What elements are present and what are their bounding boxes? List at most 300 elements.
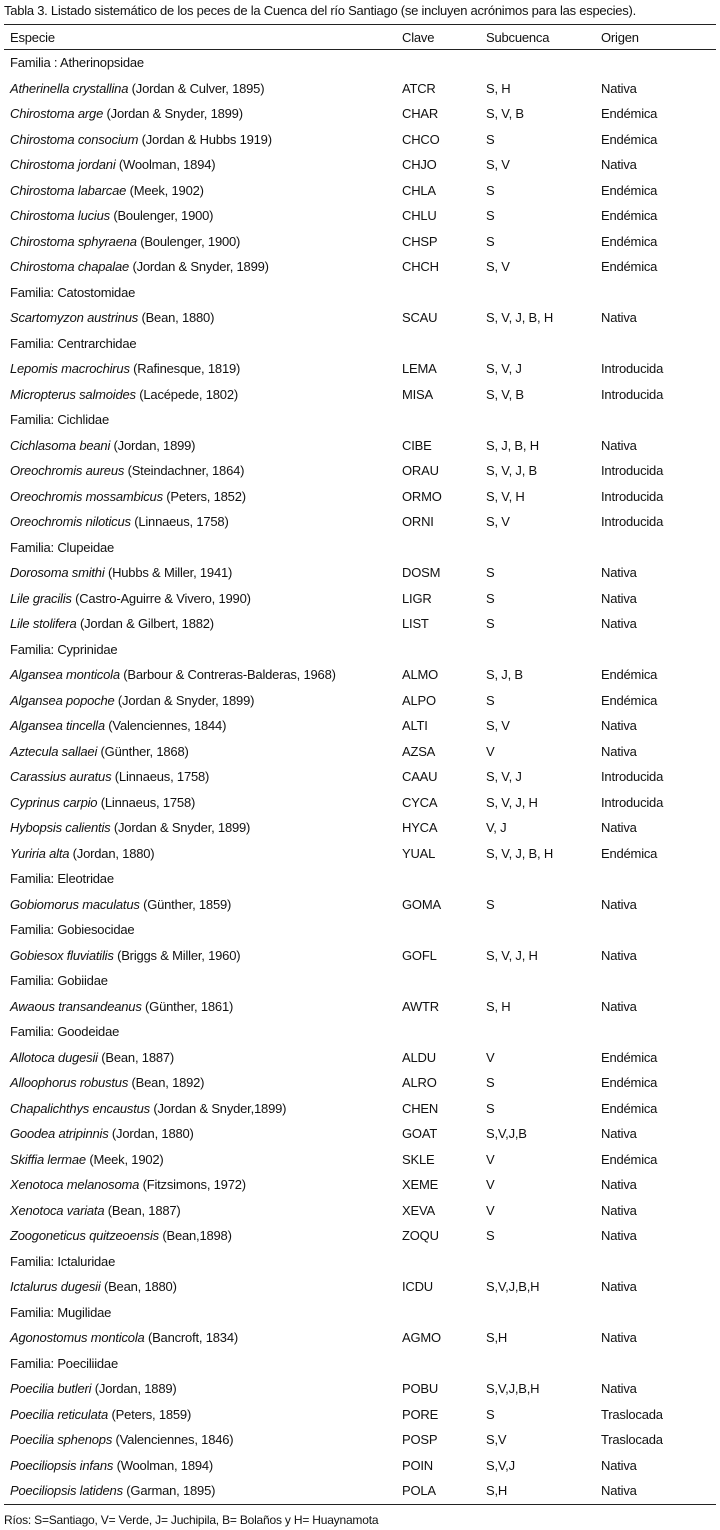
origen-cell: Nativa xyxy=(601,157,637,173)
origen-cell: Endémica xyxy=(601,1075,658,1091)
species-author: (Meek, 1902) xyxy=(85,1151,164,1167)
species-row xyxy=(4,1453,716,1479)
species-row xyxy=(4,305,716,331)
family-name: Familia: Cichlidae xyxy=(10,412,109,428)
species-row xyxy=(4,994,716,1020)
species-cell xyxy=(4,820,402,835)
origen-cell: Nativa xyxy=(601,1330,637,1346)
species-row xyxy=(4,76,716,102)
clave-cell: DOSM xyxy=(402,565,441,581)
subcuenca-cell: S,H xyxy=(486,1330,508,1346)
subcuenca-cell: S, V xyxy=(486,718,510,734)
origen-cell: Nativa xyxy=(601,1483,637,1499)
species-cell xyxy=(4,1458,402,1473)
species-cell xyxy=(4,795,402,810)
species-table xyxy=(4,24,716,1505)
species-cell xyxy=(4,106,402,121)
species-author: (Bean,1898) xyxy=(158,1228,232,1244)
species-row xyxy=(4,1070,716,1096)
subcuenca-cell: S, V, B xyxy=(486,386,524,402)
subcuenca-cell: S xyxy=(486,233,495,249)
species-row xyxy=(4,713,716,739)
subcuenca-cell: S,V,J,B,H xyxy=(486,1381,540,1397)
species-row xyxy=(4,382,716,408)
species-name: Lile stolifera xyxy=(10,616,77,632)
family-row xyxy=(4,968,716,994)
species-row xyxy=(4,586,716,612)
species-name: Oreochromis niloticus xyxy=(10,514,131,530)
subcuenca-cell: V xyxy=(486,743,495,759)
family-row xyxy=(4,407,716,433)
subcuenca-cell: V xyxy=(486,1177,495,1193)
species-author: (Jordan & Gilbert, 1882) xyxy=(76,616,214,632)
subcuenca-cell: S, V, H xyxy=(486,488,525,504)
species-row xyxy=(4,356,716,382)
species-author: (Briggs & Miller, 1960) xyxy=(113,947,241,963)
species-author: (Jordan & Snyder, 1899) xyxy=(114,692,255,708)
species-name: Algansea monticola xyxy=(10,667,120,683)
subcuenca-cell: V, J xyxy=(486,820,507,836)
species-name: Poecilia sphenops xyxy=(10,1432,113,1448)
species-name: Dorosoma smithi xyxy=(10,565,105,581)
species-name: Awaous transandeanus xyxy=(10,998,142,1014)
origen-cell: Endémica xyxy=(601,1049,658,1065)
origen-cell: Nativa xyxy=(601,1126,637,1142)
species-cell xyxy=(4,183,402,198)
species-author: (Barbour & Contreras-Balderas, 1968) xyxy=(119,667,336,683)
species-cell xyxy=(4,489,402,504)
species-cell xyxy=(4,1177,402,1192)
family-row xyxy=(4,637,716,663)
species-cell xyxy=(4,769,402,784)
subcuenca-cell: S xyxy=(486,565,495,581)
species-author: (Linnaeus, 1758) xyxy=(111,769,210,785)
family-name: Familia: Eleotridae xyxy=(10,871,114,887)
family-name: Familia: Cyprinidae xyxy=(10,641,118,657)
header-subcuenca: Subcuenca xyxy=(486,29,550,45)
subcuenca-cell: S, V, J, B, H xyxy=(486,310,554,326)
subcuenca-cell: V xyxy=(486,1202,495,1218)
species-name: Poeciliopsis infans xyxy=(10,1457,114,1473)
clave-cell: ZOQU xyxy=(402,1228,439,1244)
family-name: Familia: Mugilidae xyxy=(10,1304,112,1320)
family-row xyxy=(4,1019,716,1045)
clave-cell: POIN xyxy=(402,1457,433,1473)
family-row xyxy=(4,1351,716,1377)
clave-cell: LEMA xyxy=(402,361,437,377)
species-author: (Jordan & Snyder,1899) xyxy=(149,1100,287,1116)
header-clave: Clave xyxy=(402,29,435,45)
species-row xyxy=(4,1147,716,1173)
subcuenca-cell: S, V, J xyxy=(486,769,522,785)
clave-cell: ALDU xyxy=(402,1049,436,1065)
species-row xyxy=(4,560,716,586)
species-cell xyxy=(4,438,402,453)
origen-cell: Introducida xyxy=(601,769,664,785)
species-row xyxy=(4,509,716,535)
family-name: Familia: Ictaluridae xyxy=(10,1253,116,1269)
species-author: (Bancroft, 1834) xyxy=(144,1330,238,1346)
species-row xyxy=(4,1045,716,1071)
species-author: (Valenciennes, 1844) xyxy=(104,718,227,734)
subcuenca-cell: S xyxy=(486,616,495,632)
species-author: (Bean, 1887) xyxy=(97,1049,175,1065)
origen-cell: Endémica xyxy=(601,259,658,275)
species-row xyxy=(4,254,716,280)
table-bottom-rule xyxy=(4,1504,716,1505)
species-row xyxy=(4,1096,716,1122)
family-row xyxy=(4,280,716,306)
clave-cell: POBU xyxy=(402,1381,439,1397)
clave-cell: YUAL xyxy=(402,845,436,861)
species-row xyxy=(4,764,716,790)
origen-cell: Introducida xyxy=(601,463,664,479)
subcuenca-cell: S, V xyxy=(486,157,510,173)
species-cell xyxy=(4,1381,402,1396)
species-cell xyxy=(4,1050,402,1065)
species-cell xyxy=(4,1101,402,1116)
species-cell xyxy=(4,693,402,708)
origen-cell: Nativa xyxy=(601,1279,637,1295)
species-row xyxy=(4,1427,716,1453)
subcuenca-cell: S, V, J, B, H xyxy=(486,845,554,861)
table-header-row xyxy=(4,25,716,49)
species-author: (Peters, 1852) xyxy=(162,488,246,504)
species-cell xyxy=(4,234,402,249)
species-author: (Lacépede, 1802) xyxy=(135,386,238,402)
species-name: Allotoca dugesii xyxy=(10,1049,98,1065)
species-author: (Jordan & Snyder, 1899) xyxy=(103,106,243,122)
species-cell xyxy=(4,999,402,1014)
species-cell xyxy=(4,1203,402,1218)
species-name: Scartomyzon austrinus xyxy=(10,310,139,326)
origen-cell: Nativa xyxy=(601,1457,637,1473)
species-cell xyxy=(4,846,402,861)
origen-cell: Traslocada xyxy=(601,1406,663,1422)
species-author: (Peters, 1859) xyxy=(108,1406,192,1422)
origen-cell: Nativa xyxy=(601,743,637,759)
subcuenca-cell: S,V,J,B,H xyxy=(486,1279,540,1295)
clave-cell: AGMO xyxy=(402,1330,441,1346)
origen-cell: Endémica xyxy=(601,845,658,861)
subcuenca-cell: S xyxy=(486,208,495,224)
family-row xyxy=(4,866,716,892)
species-name: Poeciliopsis latidens xyxy=(10,1483,123,1499)
species-name: Cichlasoma beani xyxy=(10,437,111,453)
species-row xyxy=(4,1376,716,1402)
clave-cell: ORAU xyxy=(402,463,439,479)
species-row xyxy=(4,1325,716,1351)
species-author: (Steindachner, 1864) xyxy=(124,463,245,479)
species-row xyxy=(4,1274,716,1300)
subcuenca-cell: S, V, J, H xyxy=(486,794,538,810)
species-author: (Bean, 1892) xyxy=(128,1075,205,1091)
species-row xyxy=(4,127,716,153)
species-name: Skiffia lermae xyxy=(10,1151,86,1167)
species-row xyxy=(4,484,716,510)
family-row xyxy=(4,50,716,76)
species-row xyxy=(4,152,716,178)
subcuenca-cell: S, H xyxy=(486,80,511,96)
origen-cell: Endémica xyxy=(601,1100,658,1116)
species-row xyxy=(4,101,716,127)
origen-cell: Nativa xyxy=(601,1228,637,1244)
species-cell xyxy=(4,948,402,963)
clave-cell: POLA xyxy=(402,1483,436,1499)
species-cell xyxy=(4,591,402,606)
species-name: Algansea popoche xyxy=(10,692,115,708)
species-author: (Bean, 1887) xyxy=(104,1202,181,1218)
clave-cell: CAAU xyxy=(402,769,438,785)
clave-cell: ALRO xyxy=(402,1075,437,1091)
species-name: Chirostoma sphyraena xyxy=(10,233,137,249)
species-name: Algansea tincella xyxy=(10,718,105,734)
origen-cell: Nativa xyxy=(601,437,637,453)
species-row xyxy=(4,1172,716,1198)
subcuenca-cell: S, V, J, H xyxy=(486,947,538,963)
family-row xyxy=(4,1249,716,1275)
origen-cell: Nativa xyxy=(601,947,637,963)
species-row xyxy=(4,203,716,229)
origen-cell: Nativa xyxy=(601,1177,637,1193)
subcuenca-cell: S, J, B, H xyxy=(486,437,539,453)
family-name: Familia: Catostomidae xyxy=(10,284,136,300)
family-name: Familia: Centrarchidae xyxy=(10,335,137,351)
species-name: Agonostomus monticola xyxy=(10,1330,145,1346)
family-row xyxy=(4,331,716,357)
species-row xyxy=(4,841,716,867)
species-cell xyxy=(4,387,402,402)
species-author: (Jordan, 1889) xyxy=(91,1381,177,1397)
table-footnote: Ríos: S=Santiago, V= Verde, J= Juchipila, B= Bolaños y H= Huaynamota xyxy=(4,1513,379,1527)
species-name: Micropterus salmoides xyxy=(10,386,136,402)
origen-cell: Nativa xyxy=(601,896,637,912)
subcuenca-cell: S,V,J,B xyxy=(486,1126,527,1142)
species-author: (Jordan, 1899) xyxy=(110,437,196,453)
clave-cell: GOMA xyxy=(402,896,441,912)
clave-cell: CHJO xyxy=(402,157,437,173)
species-author: (Bean, 1880) xyxy=(138,310,215,326)
clave-cell: AZSA xyxy=(402,743,436,759)
header-especie: Especie xyxy=(10,29,55,45)
species-name: Poecilia reticulata xyxy=(10,1406,109,1422)
clave-cell: CIBE xyxy=(402,437,432,453)
origen-cell: Introducida xyxy=(601,794,664,810)
species-row xyxy=(4,892,716,918)
species-row xyxy=(4,815,716,841)
origen-cell: Nativa xyxy=(601,310,637,326)
origen-cell: Nativa xyxy=(601,616,637,632)
clave-cell: CHCH xyxy=(402,259,439,275)
clave-cell: GOAT xyxy=(402,1126,438,1142)
clave-cell: XEME xyxy=(402,1177,439,1193)
species-name: Aztecula sallaei xyxy=(10,743,98,759)
species-author: (Linnaeus, 1758) xyxy=(130,514,229,530)
species-author: (Jordan, 1880) xyxy=(69,845,155,861)
origen-cell: Nativa xyxy=(601,820,637,836)
species-cell xyxy=(4,744,402,759)
species-name: Carassius auratus xyxy=(10,769,112,785)
origen-cell: Nativa xyxy=(601,998,637,1014)
family-name: Familia: Gobiesocidae xyxy=(10,922,135,938)
clave-cell: PORE xyxy=(402,1406,439,1422)
species-cell xyxy=(4,463,402,478)
origen-cell: Endémica xyxy=(601,1151,658,1167)
species-name: Chapalichthys encaustus xyxy=(10,1100,150,1116)
species-author: (Woolman, 1894) xyxy=(115,157,216,173)
clave-cell: ALMO xyxy=(402,667,439,683)
species-cell xyxy=(4,1432,402,1447)
species-cell xyxy=(4,81,402,96)
species-cell xyxy=(4,259,402,274)
table-caption: Tabla 3. Listado sistemático de los peces de la Cuenca del río Santiago (se incluyen acrónimos para las especies). xyxy=(4,3,636,18)
species-name: Yuriria alta xyxy=(10,845,70,861)
species-name: Zoogoneticus quitzeoensis xyxy=(10,1228,159,1244)
origen-cell: Introducida xyxy=(601,514,664,530)
family-name: Familia: Goodeidae xyxy=(10,1024,120,1040)
species-row xyxy=(4,458,716,484)
subcuenca-cell: S, H xyxy=(486,998,511,1014)
clave-cell: CHAR xyxy=(402,106,439,122)
species-name: Chirostoma chapalae xyxy=(10,259,130,275)
species-author: (Rafinesque, 1819) xyxy=(129,361,241,377)
species-name: Xenotoca melanosoma xyxy=(10,1177,140,1193)
origen-cell: Endémica xyxy=(601,667,658,683)
species-row xyxy=(4,433,716,459)
species-author: (Valenciennes, 1846) xyxy=(112,1432,234,1448)
subcuenca-cell: S xyxy=(486,1406,495,1422)
species-name: Lile gracilis xyxy=(10,590,72,606)
subcuenca-cell: S,V,J xyxy=(486,1457,515,1473)
species-author: (Fitzsimons, 1972) xyxy=(139,1177,246,1193)
clave-cell: ALTI xyxy=(402,718,428,734)
species-cell xyxy=(4,1152,402,1167)
species-author: (Jordan, 1880) xyxy=(108,1126,194,1142)
species-row xyxy=(4,662,716,688)
species-author: (Garman, 1895) xyxy=(122,1483,216,1499)
species-cell xyxy=(4,1330,402,1345)
origen-cell: Endémica xyxy=(601,182,658,198)
family-name: Familia: Gobiidae xyxy=(10,973,108,989)
subcuenca-cell: V xyxy=(486,1049,495,1065)
subcuenca-cell: S xyxy=(486,131,495,147)
species-row xyxy=(4,943,716,969)
species-cell xyxy=(4,157,402,172)
species-name: Gobiesox fluviatilis xyxy=(10,947,114,963)
clave-cell: ORMO xyxy=(402,488,442,504)
origen-cell: Endémica xyxy=(601,131,658,147)
clave-cell: CYCA xyxy=(402,794,438,810)
origen-cell: Endémica xyxy=(601,208,658,224)
origen-cell: Nativa xyxy=(601,1381,637,1397)
subcuenca-cell: S,V xyxy=(486,1432,507,1448)
clave-cell: LIST xyxy=(402,616,429,632)
origen-cell: Nativa xyxy=(601,565,637,581)
table-body xyxy=(4,50,716,1504)
clave-cell: ATCR xyxy=(402,80,436,96)
species-cell xyxy=(4,310,402,325)
species-name: Goodea atripinnis xyxy=(10,1126,109,1142)
species-name: Alloophorus robustus xyxy=(10,1075,129,1091)
origen-cell: Traslocada xyxy=(601,1432,663,1448)
species-author: (Jordan & Hubbs 1919) xyxy=(138,131,272,147)
species-name: Chirostoma labarcae xyxy=(10,182,127,198)
species-row xyxy=(4,1402,716,1428)
clave-cell: ALPO xyxy=(402,692,436,708)
species-row xyxy=(4,1198,716,1224)
species-cell xyxy=(4,1279,402,1294)
species-name: Ictalurus dugesii xyxy=(10,1279,101,1295)
subcuenca-cell: V xyxy=(486,1151,495,1167)
species-cell xyxy=(4,667,402,682)
clave-cell: CHCO xyxy=(402,131,440,147)
subcuenca-cell: S, V xyxy=(486,514,510,530)
species-author: (Linnaeus, 1758) xyxy=(97,794,196,810)
species-author: (Boulenger, 1900) xyxy=(109,208,214,224)
species-author: (Hubbs & Miller, 1941) xyxy=(104,565,233,581)
clave-cell: CHEN xyxy=(402,1100,439,1116)
clave-cell: CHLU xyxy=(402,208,437,224)
clave-cell: ORNI xyxy=(402,514,434,530)
species-name: Oreochromis mossambicus xyxy=(10,488,163,504)
species-author: (Meek, 1902) xyxy=(126,182,204,198)
species-name: Chirostoma consocium xyxy=(10,131,139,147)
species-name: Lepomis macrochirus xyxy=(10,361,130,377)
species-cell xyxy=(4,718,402,733)
origen-cell: Endémica xyxy=(601,106,658,122)
species-author: (Castro-Aguirre & Vivero, 1990) xyxy=(71,590,251,606)
subcuenca-cell: S xyxy=(486,1075,495,1091)
species-author: (Jordan & Culver, 1895) xyxy=(128,80,265,96)
species-row xyxy=(4,1121,716,1147)
species-name: Atherinella crystallina xyxy=(10,80,129,96)
clave-cell: SCAU xyxy=(402,310,438,326)
species-author: (Günther, 1868) xyxy=(97,743,189,759)
subcuenca-cell: S xyxy=(486,1100,495,1116)
family-name: Familia: Clupeidae xyxy=(10,539,115,555)
species-row xyxy=(4,739,716,765)
species-author: (Woolman, 1894) xyxy=(113,1457,214,1473)
species-cell xyxy=(4,1228,402,1243)
species-cell xyxy=(4,1483,402,1498)
species-author: (Jordan & Snyder, 1899) xyxy=(129,259,269,275)
species-cell xyxy=(4,1407,402,1422)
species-author: (Bean, 1880) xyxy=(100,1279,177,1295)
clave-cell: POSP xyxy=(402,1432,438,1448)
subcuenca-cell: S, V, J, B xyxy=(486,463,537,479)
species-row xyxy=(4,611,716,637)
species-cell xyxy=(4,616,402,631)
subcuenca-cell: S, V, B xyxy=(486,106,524,122)
species-name: Gobiomorus maculatus xyxy=(10,896,140,912)
species-name: Oreochromis aureus xyxy=(10,463,125,479)
species-row xyxy=(4,1223,716,1249)
family-name: Familia : Atherinopsidae xyxy=(10,55,144,71)
origen-cell: Endémica xyxy=(601,692,658,708)
subcuenca-cell: S, J, B xyxy=(486,667,523,683)
clave-cell: MISA xyxy=(402,386,433,402)
species-author: (Günther, 1859) xyxy=(139,896,232,912)
clave-cell: GOFL xyxy=(402,947,437,963)
species-name: Xenotoca variata xyxy=(10,1202,105,1218)
origen-cell: Nativa xyxy=(601,590,637,606)
origen-cell: Nativa xyxy=(601,80,637,96)
family-row xyxy=(4,1300,716,1326)
subcuenca-cell: S xyxy=(486,182,495,198)
species-name: Cyprinus carpio xyxy=(10,794,98,810)
clave-cell: HYCA xyxy=(402,820,438,836)
origen-cell: Nativa xyxy=(601,718,637,734)
